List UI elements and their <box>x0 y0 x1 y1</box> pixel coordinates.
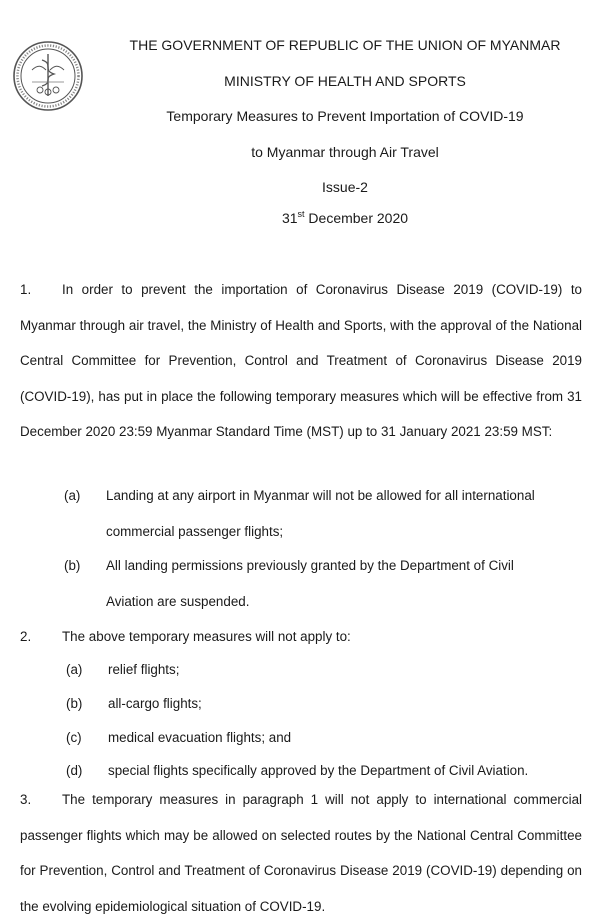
issue-date <box>90 210 600 226</box>
ministry-title: MINISTRY OF HEALTH AND SPORTS <box>224 73 466 89</box>
ministry-seal-icon <box>12 40 84 112</box>
list-item-label: (c) <box>66 730 82 745</box>
date-rest: December 2020 <box>304 210 409 226</box>
list-item <box>64 548 564 619</box>
issue-number: Issue-2 <box>322 179 368 195</box>
list-item-label: (d) <box>66 763 83 778</box>
document-title: Temporary Measures to Prevent Importation of COVID-19 <box>166 108 524 124</box>
list-item <box>66 686 586 722</box>
paragraph-3 <box>20 782 582 924</box>
list-item-label: (b) <box>66 696 83 711</box>
list-item-text: all-cargo flights; <box>108 696 202 711</box>
list-item-text: All landing permissions previously granted by the Department of Civil Aviation are suspended. <box>106 558 514 609</box>
list-item <box>66 652 586 688</box>
list-item <box>64 478 564 549</box>
list-item-label: (a) <box>66 662 83 677</box>
paragraph-text: The temporary measures in paragraph 1 will not apply to international commercial passenger flights which may be allowed on selected routes by the National Central Committee for Prevention, Control and Treatment of Coronavirus Disease 2019 (COVID-19) depending on the evolving epidemiological situation of COVID-19. <box>20 792 582 914</box>
list-item-text: relief flights; <box>108 662 180 677</box>
document-subtitle: to Myanmar through Air Travel <box>251 144 439 160</box>
government-title: THE GOVERNMENT OF REPUBLIC OF THE UNION OF MYANMAR <box>129 37 561 53</box>
paragraph-number: 1. <box>20 282 32 297</box>
paragraph-1 <box>20 272 582 450</box>
paragraph-text: The above temporary measures will not apply to: <box>62 629 351 644</box>
list-item <box>66 720 586 756</box>
paragraph-text: In order to prevent the importation of Coronavirus Disease 2019 (COVID-19) to Myanmar through air travel, the Ministry of Health and Sports, with the approval of the National Central Committee for Prevention, Control and Treatment of Coronavirus Disease 2019 (COVID-19), has put in place the following temporary measures which will be effective from 31 December 2020 23:59 Myanmar Standard Time (MST) up to 31 January 2021 23:59 MST: <box>20 282 582 439</box>
list-item-label: (b) <box>64 558 81 573</box>
paragraph-number: 3. <box>20 792 32 807</box>
paragraph-number: 2. <box>20 629 32 644</box>
date-suffix: st <box>297 209 305 219</box>
date-day: 31 <box>281 210 298 226</box>
list-item-text: medical evacuation flights; and <box>108 730 292 745</box>
list-item-label: (a) <box>64 488 81 503</box>
list-item-text: special flights specifically approved by the Department of Civil Aviation. <box>108 763 529 778</box>
paragraph-2 <box>20 619 582 655</box>
list-item-text: Landing at any airport in Myanmar will not be allowed for all international commercial passenger flights; <box>106 488 535 539</box>
